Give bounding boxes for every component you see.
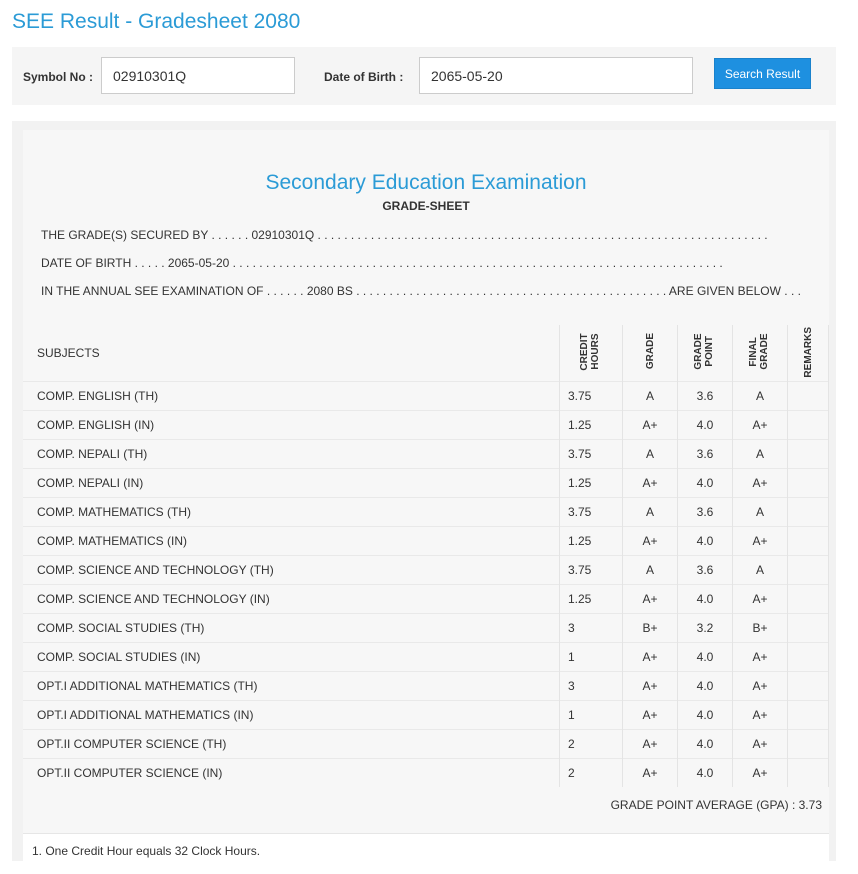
grade-cell: A+: [623, 584, 678, 613]
credit-hours-cell: 1: [560, 642, 623, 671]
exam-title: Secondary Education Examination: [265, 171, 587, 194]
grade-cell: A+: [623, 410, 678, 439]
remarks-cell: [788, 468, 829, 497]
search-result-button[interactable]: Search Result: [714, 58, 811, 89]
final-grade-cell: A+: [733, 729, 788, 758]
credit-hours-cell: 1: [560, 700, 623, 729]
search-bar: [12, 47, 836, 105]
subject-cell: OPT.I ADDITIONAL MATHEMATICS (TH): [23, 671, 560, 700]
grade-cell: A+: [623, 642, 678, 671]
grade-point-cell: 4.0: [678, 468, 733, 497]
table-row: [23, 584, 829, 613]
remarks-cell: [788, 758, 829, 787]
subject-cell: COMP. ENGLISH (TH): [23, 381, 560, 410]
date-of-birth-input[interactable]: [419, 57, 693, 94]
grade-point-cell: 3.2: [678, 613, 733, 642]
table-row: [23, 381, 829, 410]
date-of-birth-line: DATE OF BIRTH . . . . . 2065-05-20 . . . . . . . . . . . . . . . . . . . . . . . . . . . . . . . . . . . . . . . . . . . . . . . . . . . . . . . . . . . . . . . . . . . . . . . . . .: [41, 256, 723, 270]
remarks-cell: [788, 555, 829, 584]
remarks-cell: [788, 729, 829, 758]
table-row: [23, 729, 829, 758]
remarks-cell: [788, 642, 829, 671]
final-grade-cell: A+: [733, 671, 788, 700]
grade-header-label: GRADE: [644, 333, 656, 370]
subject-cell: COMP. SCIENCE AND TECHNOLOGY (TH): [23, 555, 560, 584]
subject-cell: OPT.I ADDITIONAL MATHEMATICS (IN): [23, 700, 560, 729]
table-row: [23, 497, 829, 526]
final-grade-cell: A+: [733, 584, 788, 613]
credit-hours-cell: 3: [560, 613, 623, 642]
grade-point-cell: 4.0: [678, 758, 733, 787]
grade-cell: A: [623, 439, 678, 468]
secured-by-line: THE GRADE(S) SECURED BY . . . . . . 02910301Q . . . . . . . . . . . . . . . . . . . . . . . . . . . . . . . . . . . . . . . . . . . . . . . . . . . . . . . . . . . . . . . . . . . .: [41, 228, 768, 242]
remarks-cell: [788, 700, 829, 729]
grade-point-cell: 4.0: [678, 584, 733, 613]
symbol-no-input[interactable]: [101, 57, 295, 94]
symbol-no-label: Symbol No :: [23, 70, 94, 84]
subject-cell: OPT.II COMPUTER SCIENCE (IN): [23, 758, 560, 787]
table-row: [23, 526, 829, 555]
grade-point-cell: 4.0: [678, 642, 733, 671]
exam-line: IN THE ANNUAL SEE EXAMINATION OF . . . . . . 2080 BS . . . . . . . . . . . . . . . . . . . . . . . . . . . . . . . . . . . . . . . . . . . . . . . ARE GIVEN BELOW . . .: [41, 284, 801, 298]
grade-point-cell: 4.0: [678, 410, 733, 439]
subject-cell: COMP. SCIENCE AND TECHNOLOGY (IN): [23, 584, 560, 613]
grade-point-cell: 3.6: [678, 439, 733, 468]
grade-cell: A+: [623, 729, 678, 758]
subject-cell: COMP. ENGLISH (IN): [23, 410, 560, 439]
grade-point-header-label: GRADE POINT: [693, 333, 715, 370]
subject-cell: OPT.II COMPUTER SCIENCE (TH): [23, 729, 560, 758]
final-grade-cell: B+: [733, 613, 788, 642]
final-grade-cell: A+: [733, 468, 788, 497]
gradesheet-panel: [12, 121, 836, 861]
final-grade-cell: A+: [733, 410, 788, 439]
grade-point-cell: 4.0: [678, 526, 733, 555]
credit-hours-cell: 3.75: [560, 497, 623, 526]
grade-point-cell: 3.6: [678, 555, 733, 584]
subject-cell: COMP. MATHEMATICS (IN): [23, 526, 560, 555]
final-grade-cell: A: [733, 439, 788, 468]
subject-cell: COMP. SOCIAL STUDIES (IN): [23, 642, 560, 671]
subjects-header: SUBJECTS: [37, 345, 100, 360]
subject-cell: COMP. SOCIAL STUDIES (TH): [23, 613, 560, 642]
final-grade-header: [733, 325, 788, 381]
credit-hours-cell: 2: [560, 758, 623, 787]
credit-hours-header-label: CREDIT HOURS: [579, 332, 601, 370]
final-grade-cell: A: [733, 381, 788, 410]
grade-cell: A+: [623, 671, 678, 700]
table-row: [23, 439, 829, 468]
table-header-row: [23, 325, 829, 381]
credit-hours-cell: 3.75: [560, 381, 623, 410]
subject-cell: COMP. NEPALI (IN): [23, 468, 560, 497]
table-row: [23, 642, 829, 671]
grade-cell: B+: [623, 613, 678, 642]
remarks-cell: [788, 613, 829, 642]
remarks-cell: [788, 410, 829, 439]
final-grade-cell: A: [733, 497, 788, 526]
table-row: [23, 700, 829, 729]
final-grade-cell: A+: [733, 700, 788, 729]
page-title: SEE Result - Gradesheet 2080: [12, 10, 301, 33]
remarks-header: [788, 325, 829, 381]
credit-hours-cell: 1.25: [560, 410, 623, 439]
grade-point-cell: 4.0: [678, 729, 733, 758]
remarks-cell: [788, 381, 829, 410]
table-row: [23, 555, 829, 584]
notes-section: [23, 833, 829, 874]
credit-hours-cell: 1.25: [560, 526, 623, 555]
credit-hours-cell: 3.75: [560, 555, 623, 584]
credit-hours-cell: 2: [560, 729, 623, 758]
remarks-cell: [788, 526, 829, 555]
table-row: [23, 468, 829, 497]
gpa-summary: GRADE POINT AVERAGE (GPA) : 3.73: [610, 798, 822, 812]
table-row: [23, 410, 829, 439]
grade-header: [623, 325, 678, 381]
final-grade-cell: A+: [733, 526, 788, 555]
credit-hours-header: [560, 325, 623, 381]
subject-cell: COMP. MATHEMATICS (TH): [23, 497, 560, 526]
gradesheet: [23, 130, 829, 870]
grade-point-cell: 3.6: [678, 381, 733, 410]
remarks-cell: [788, 439, 829, 468]
grade-point-cell: 4.0: [678, 700, 733, 729]
grade-cell: A: [623, 555, 678, 584]
date-of-birth-label: Date of Birth :: [324, 70, 404, 84]
remarks-header-label: REMARKS: [802, 327, 814, 378]
grade-cell: A+: [623, 758, 678, 787]
credit-hour-note: 1. One Credit Hour equals 32 Clock Hours.: [32, 844, 261, 858]
grade-cell: A+: [623, 526, 678, 555]
results-table: [23, 325, 829, 787]
final-grade-header-label: FINAL GRADE: [748, 333, 770, 370]
table-row: [23, 671, 829, 700]
remarks-cell: [788, 671, 829, 700]
final-grade-cell: A+: [733, 642, 788, 671]
remarks-cell: [788, 584, 829, 613]
grade-cell: A: [623, 497, 678, 526]
credit-hours-cell: 1.25: [560, 468, 623, 497]
remarks-cell: [788, 497, 829, 526]
grade-point-cell: 4.0: [678, 671, 733, 700]
credit-hours-cell: 3: [560, 671, 623, 700]
grade-cell: A+: [623, 468, 678, 497]
grade-cell: A: [623, 381, 678, 410]
grade-sheet-heading: GRADE-SHEET: [382, 199, 470, 213]
final-grade-cell: A+: [733, 758, 788, 787]
grade-point-cell: 3.6: [678, 497, 733, 526]
subject-cell: COMP. NEPALI (TH): [23, 439, 560, 468]
credit-hours-cell: 1.25: [560, 584, 623, 613]
table-row: [23, 613, 829, 642]
table-row: [23, 758, 829, 787]
credit-hours-cell: 3.75: [560, 439, 623, 468]
grade-cell: A+: [623, 700, 678, 729]
grade-point-header: [678, 325, 733, 381]
final-grade-cell: A: [733, 555, 788, 584]
